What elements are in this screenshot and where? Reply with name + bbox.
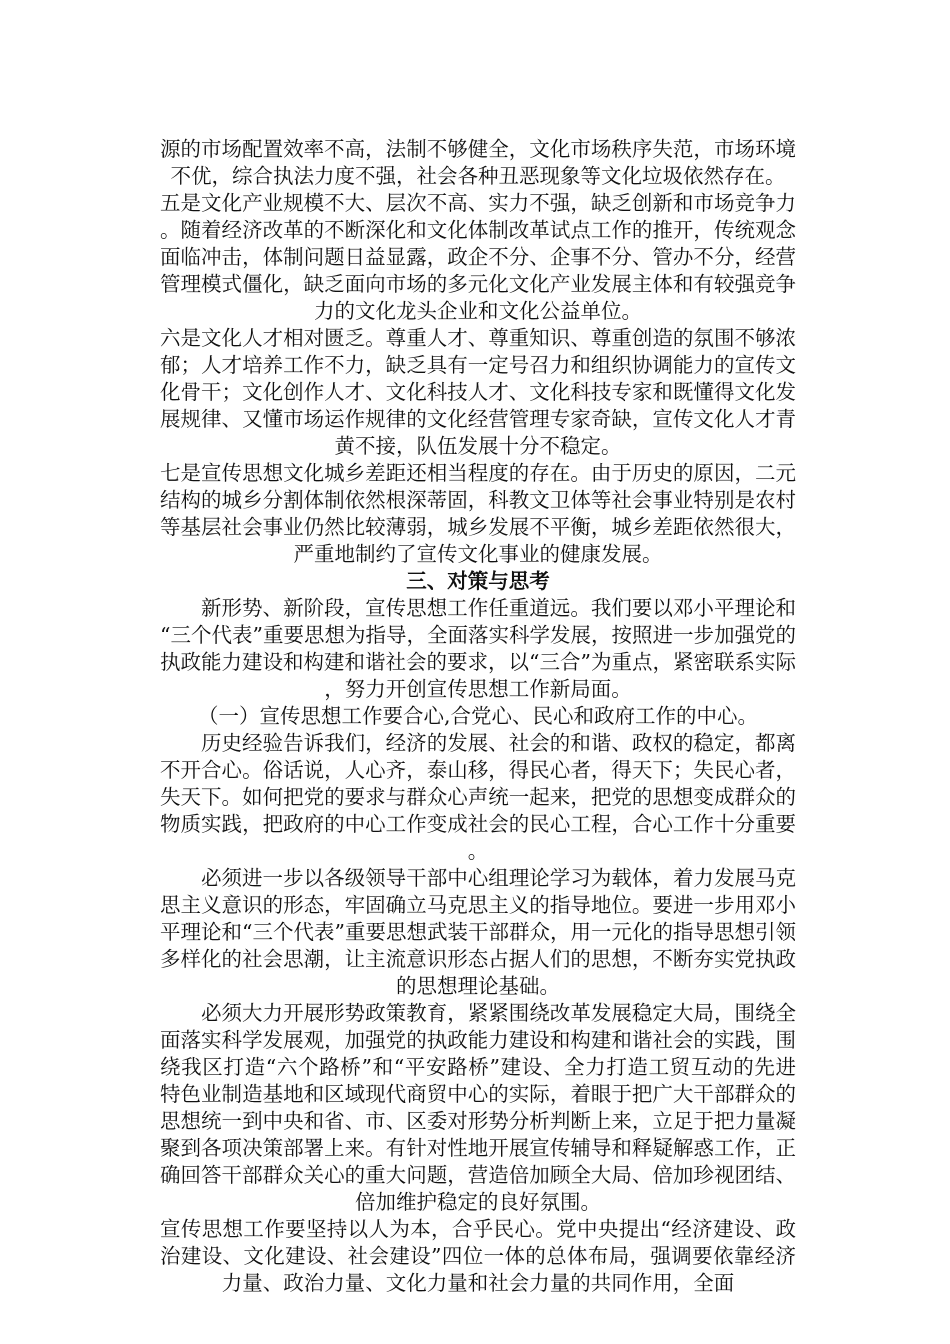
- paragraph-theory-study: 必须进一步以各级领导干部中心组理论学习为载体，着力发展马克思主义意识的形态，牢固确立马克思主义的指导地位。要进一步用邓小平理论和“三个代表”重要思想武装干部群众，用一元化的指导思想引领多样化的社会思潮，让主流意识形态占据人们的思想，不断夯实党执政的思想理论基础。: [160, 866, 796, 998]
- paragraph-policy-education: 必须大力开展形势政策教育，紧紧围绕改革发展稳定大局，围绕全面落实科学发展观，加强党的执政能力建设和构建和谐社会的实践，围绕我区打造“六个路桥”和“平安路桥”建设、全力打造工贸互动的先进特色业制造基地和区域现代商贸中心的实际，着眼于把广大干部群众的思想统一到中央和省、市、区委对形势分析判断上来，立足于把力量凝聚到各项决策部署上来。有针对性地开展宣传辅导和释疑解惑工作，正确回答干部群众关心的重大问题，营造倍加顾全大局、倍加珍视团结、倍加维护稳定的良好氛围。: [160, 1001, 796, 1214]
- paragraph-market-environment: 源的市场配置效率不高，法制不够健全，文化市场秩序失范，市场环境不优，综合执法力度不强，社会各种丑恶现象等文化垃圾依然存在。: [160, 137, 796, 188]
- paragraph-point-seven: 七是宣传思想文化城乡差距还相当程度的存在。由于历史的原因，二元结构的城乡分割体制依然根深蒂固，科教文卫体等社会事业特别是农村等基层社会事业仍然比较薄弱，城乡发展不平衡，城乡差距依然很大，严重地制约了宣传文化事业的健康发展。: [160, 461, 796, 566]
- document-page: [160, 136, 796, 1297]
- paragraph-point-five: 五是文化产业规模不大、层次不高、实力不强，缺乏创新和市场竞争力。随着经济改革的不断深化和文化体制改革试点工作的推开，传统观念面临冲击，体制问题日益显露，政企不分、企事不分、管办不分，经营管理模式僵化，缺乏面向市场的多元化文化产业发展主体和有较强竞争力的文化龙头企业和文化公益单位。: [160, 191, 796, 323]
- paragraph-historical-experience: 历史经验告诉我们，经济的发展、社会的和谐、政权的稳定，都离不开合心。俗话说，人心齐，泰山移，得民心者，得天下；失民心者，失天下。如何把党的要求与群众心声统一起来，把党的思想变成群众的物质实践，把政府的中心工作变成社会的民心工程，合心工作十分重要。: [160, 731, 796, 863]
- section-heading: 三、对策与思考: [406, 569, 550, 593]
- paragraph-people-oriented: 宣传思想工作要坚持以人为本，合乎民心。党中央提出“经济建设、政治建设、文化建设、社会建设”四位一体的总体布局，强调要依靠经济力量、政治力量、文化力量和社会力量的共同作用，全面: [160, 1217, 796, 1295]
- subsection-heading-one: （一）宣传思想工作要合心,合党心、民心和政府工作的中心。: [197, 704, 758, 728]
- paragraph-point-six: 六是文化人才相对匮乏。尊重人才、尊重知识、尊重创造的氛围不够浓郁；人才培养工作不力，缺乏具有一定号召力和组织协调能力的宣传文化骨干；文化创作人才、文化科技人才、文化科技专家和既懂得文化发展规律、又懂市场运作规律的文化经营管理专家奇缺，宣传文化人才青黄不接，队伍发展十分不稳定。: [160, 326, 796, 458]
- paragraph-new-situation: 新形势、新阶段，宣传思想工作任重道远。我们要以邓小平理论和“三个代表”重要思想为指导，全面落实科学发展，按照进一步加强党的执政能力建设和构建和谐社会的要求，以“三合”为重点，紧密联系实际，努力开创宣传思想工作新局面。: [160, 596, 796, 701]
